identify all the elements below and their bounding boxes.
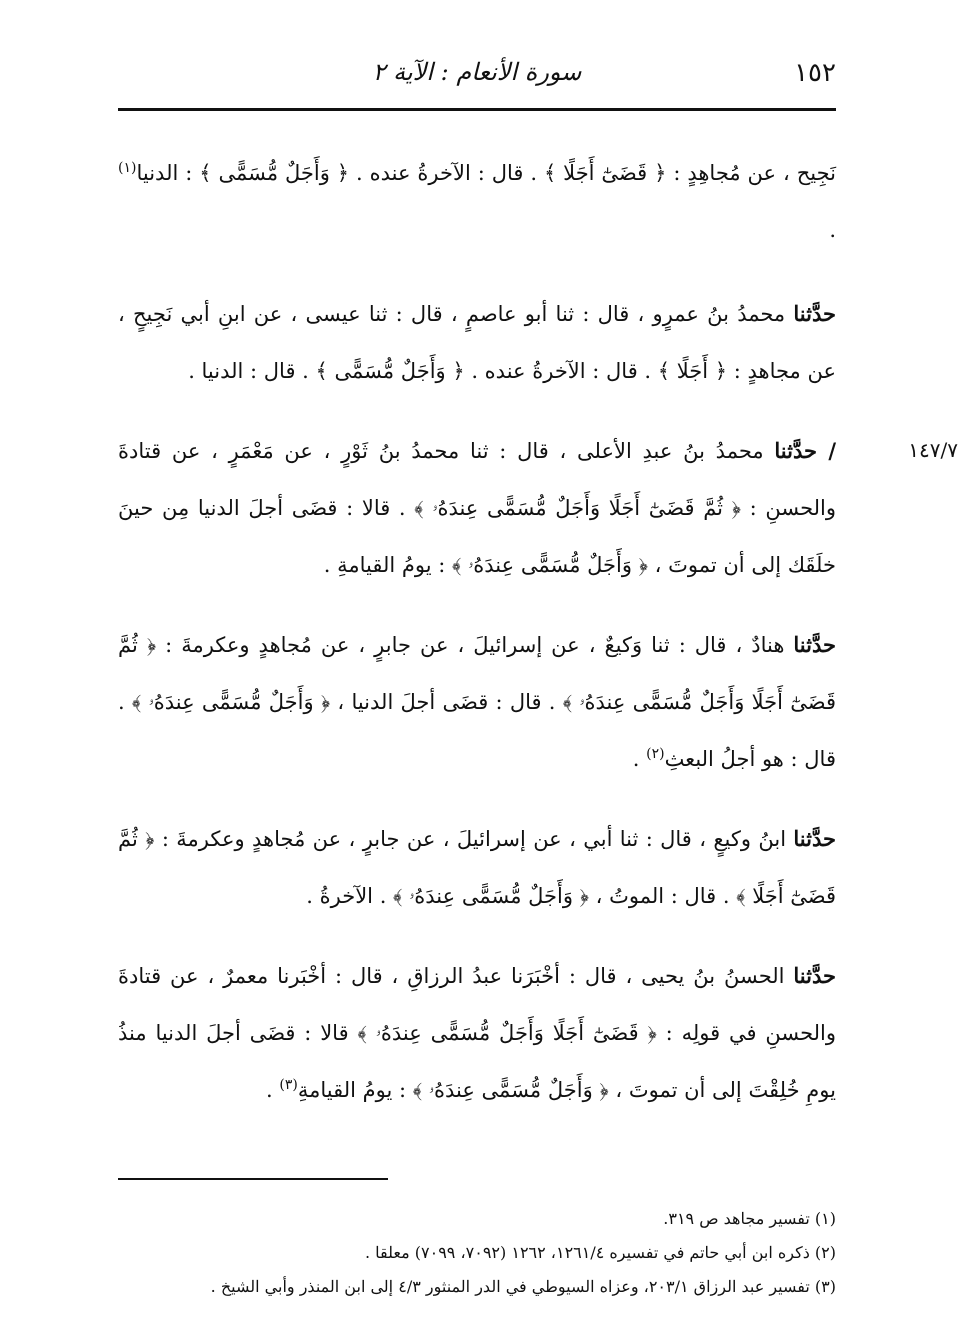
paragraph-lead: حدَّثنا (793, 963, 836, 988)
paragraph-lead: حدَّثنا (793, 632, 836, 657)
book-page (118, 40, 958, 1310)
footnote: (٢) ذكره ابن أبي حاتم في تفسيره ١٢٦١/٤، ١٢٦٢ (٧٠٩٢، ٧٠٩٩) معلقا . (364, 1243, 836, 1262)
running-head (118, 58, 836, 98)
paragraph-tail: . (829, 218, 836, 242)
paragraph-text: الحسنُ بنُ يحيى ، قال : أخْبَرَنا عبدُ الرزاقِ ، قال : أخْبَرنا معمرٌ ، عن قتادةَ والحسنِ في قولِه : ﴿ قَضَىٰٓ أَجَلًا وَأَجَلٌ مُّسَمًّى عِندَهُۥ ﴾ قالا : قضَى أجلَ الدنيا منذُ يومِ خُلِقْتَ إلى أن تموتَ ، ﴿ وَأَجَلٌ مُّسَمًّى عِندَهُۥ ﴾ : يومُ القيامةِ (118, 964, 836, 1102)
paragraph-lead: حدَّثنا (793, 826, 836, 851)
paragraph-lead: / حدَّثنا (774, 438, 836, 463)
footnote-ref: (٣) (279, 1077, 298, 1093)
paragraph-text: محمدُ بنُ عمرٍو ، قال : ثنا أبو عاصمٍ ، قال : ثنا عيسى ، عن ابنِ أبي نَجِيحٍ ، عن مجاهدٍ : ﴿ أَجَلًا ﴾ . قال : الآخرةُ عنده . ﴿ وَأَجَلٌ مُّسَمًّى ﴾ . قال : الدنيا . (118, 302, 836, 383)
paragraph-text: محمدُ بنُ عبدِ الأعلى ، قال : ثنا محمدُ بنُ ثَوْرٍ ، عن مَعْمَرٍ ، عن قتادةَ والحسنِ : ﴿ ثُمَّ قَضَىٰٓ أَجَلًا وَأَجَلٌ مُّسَمًّى عِندَهُۥ ﴾ . قالا : قضَى أجلَ الدنيا مِن حينَ خلَقَك إلى أن تموتَ ، ﴿ وَأَجَلٌ مُّسَمًّى عِندَهُۥ ﴾ : يومُ القيامةِ . (118, 439, 836, 577)
footnote-rule (118, 1178, 388, 1180)
paragraph-text: نَجِيح ، عن مُجاهِدٍ : ﴿ قَضَىٰٓ أَجَلًا ﴾ . قال : الآخرةُ عنده . ﴿ وَأَجَلٌ مُّسَمًّى ﴾ : الدنيا (136, 161, 836, 185)
footnote: (٣) تفسير عبد الرزاق ٢٠٣/١، وعزاه السيوطي في الدر المنثور ٤/٣ إلى ابن المنذر وأبي الشيخ . (210, 1277, 836, 1296)
header-rule (118, 108, 836, 111)
footnote-ref: (١) (118, 160, 137, 176)
surah-title: سورة الأنعام : الآية ٢ (372, 58, 582, 86)
paragraph (118, 422, 958, 594)
paragraph-lead: حدَّثنا (793, 301, 836, 326)
paragraph-tail: . (632, 747, 647, 771)
main-text (118, 145, 958, 1141)
paragraph (118, 285, 836, 400)
paragraph (118, 616, 836, 788)
paragraph-text: ابنُ وكيعٍ ، قال : ثنا أبي ، عن إسرائيلَ ، عن جابرٍ ، عن مُجاهدٍ وعكرمةَ : ﴿ ثُمَّ قَضَىٰٓ أَجَلًا ﴾ . قال : الموتُ ، ﴿ وَأَجَلٌ مُّسَمًّى عِندَهُۥ ﴾ . الآخرةُ . (118, 827, 836, 908)
margin-reference: ١٤٧/٧ (908, 438, 958, 462)
page-number: ١٥٢ (794, 58, 836, 88)
paragraph (118, 947, 836, 1119)
footnote: (١) تفسير مجاهد ص ٣١٩. (663, 1209, 836, 1228)
paragraph (118, 810, 836, 925)
footnote-ref: (٢) (646, 746, 665, 762)
paragraph (118, 145, 836, 259)
paragraph-tail: . (266, 1078, 280, 1102)
footnotes (118, 1202, 836, 1304)
paragraph-text: هنادٌ ، قال : ثنا وَكيعٌ ، عن إسرائيلَ ، عن جابرٍ ، عن مُجاهدٍ وعكرمةَ : ﴿ ثُمَّ قَضَىٰٓ أَجَلًا وَأَجَلٌ مُّسَمًّى عِندَهُۥ ﴾ . قال : قضَى أجلَ الدنيا ، ﴿ وَأَجَلٌ مُّسَمًّى عِندَهُۥ ﴾ . قال : هو أجلُ البعثِ (118, 633, 836, 771)
